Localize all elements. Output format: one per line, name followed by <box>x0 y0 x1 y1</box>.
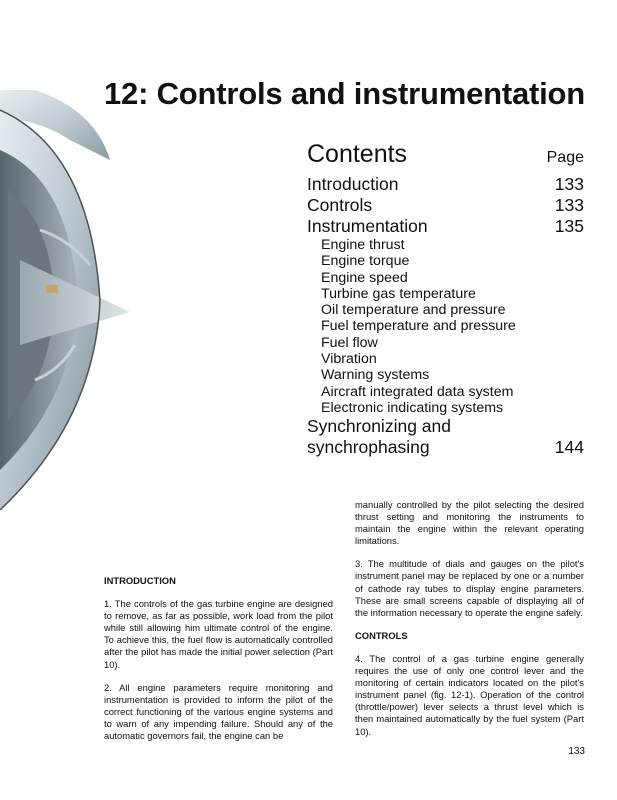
contents-sub-entry: Warning systems <box>321 367 430 384</box>
contents-sub-entry: Aircraft integrated data system <box>321 383 514 400</box>
contents-entry-page: 135 <box>554 216 584 236</box>
contents-entry <box>307 174 584 195</box>
contents-sub-entry: Fuel temperature and pressure <box>321 318 516 335</box>
paragraph-3: 3. The multitude of dials and gauges on the pilot's instrument panel may be replaced by one or a number of cathode ray tubes to display engine parameters. These are small screens capable of displaying all of the information necessary to operate the engine safely. <box>355 558 584 618</box>
paragraph-2-continued: manually controlled by the pilot selecting the desired thrust setting and monitoring the instruments to maintain the engine within the relevant operating limitations. <box>355 499 584 547</box>
body-column-right <box>355 499 584 749</box>
contents-entry <box>307 195 584 216</box>
paragraph-4: 4. The control of a gas turbine engine generally requires the use of only one control lever and the monitoring of certain indicators located on the pilot's instrument panel (fig. 12-1). Operation of the control (throttle/power) lever selects a thrust level which is then maintained automatically by the fuel system (Part 10). <box>355 652 584 737</box>
contents-entry-label: Introduction <box>307 174 399 194</box>
contents-entry-page: 133 <box>554 174 584 194</box>
contents-entry-page: 133 <box>554 195 584 215</box>
contents-entry <box>307 216 584 237</box>
contents-sub-entry: Vibration <box>321 351 377 368</box>
engine-illustration <box>0 90 200 510</box>
contents-header <box>307 140 584 174</box>
contents-sub-entry: Engine thrust <box>321 237 405 253</box>
contents-entry-label-line: synchrophasing <box>307 437 430 458</box>
contents-sub-entry: Engine speed <box>321 269 408 286</box>
contents-entry-label: Controls <box>307 195 373 215</box>
contents-sub-entry: Turbine gas temperature <box>321 285 476 302</box>
contents-block <box>307 140 584 458</box>
section-heading-controls: CONTROLS <box>355 629 408 641</box>
paragraph-1: 1. The controls of the gas turbine engine are designed to remove, as far as possible, work load from the pilot while still allowing him ultimate control of the engine. To achieve this, the fuel flow is automatically controlled after the pilot has made the initial power selection (Part 10). <box>104 598 333 670</box>
chapter-title: 12: Controls and instrumentation <box>104 76 586 111</box>
contents-entry-label: Instrumentation <box>307 216 428 236</box>
contents-sub-entry: Fuel flow <box>321 334 378 351</box>
contents-entry-page: 144 <box>554 437 584 458</box>
contents-sub-entry: Oil temperature and pressure <box>321 302 506 319</box>
section-heading-introduction: INTRODUCTION <box>104 575 176 586</box>
contents-entry <box>307 416 584 458</box>
page-number: 133 <box>568 746 585 757</box>
contents-sub-entry: Electronic indicating systems <box>321 399 504 416</box>
contents-entry-label-line: Synchronizing and <box>307 416 451 437</box>
contents-title: Contents <box>307 140 408 168</box>
contents-page-label: Page <box>546 149 584 166</box>
paragraph-2: 2. All engine parameters require monitoring and instrumentation is provided to inform the pilot of the correct functioning of the various engine systems and to warn of any impending failure. Should any of the automatic governors fail, the engine can be <box>104 681 333 742</box>
contents-entry-label <box>307 416 451 458</box>
contents-sub-entry: Engine torque <box>321 253 410 270</box>
body-column-left <box>104 575 333 753</box>
